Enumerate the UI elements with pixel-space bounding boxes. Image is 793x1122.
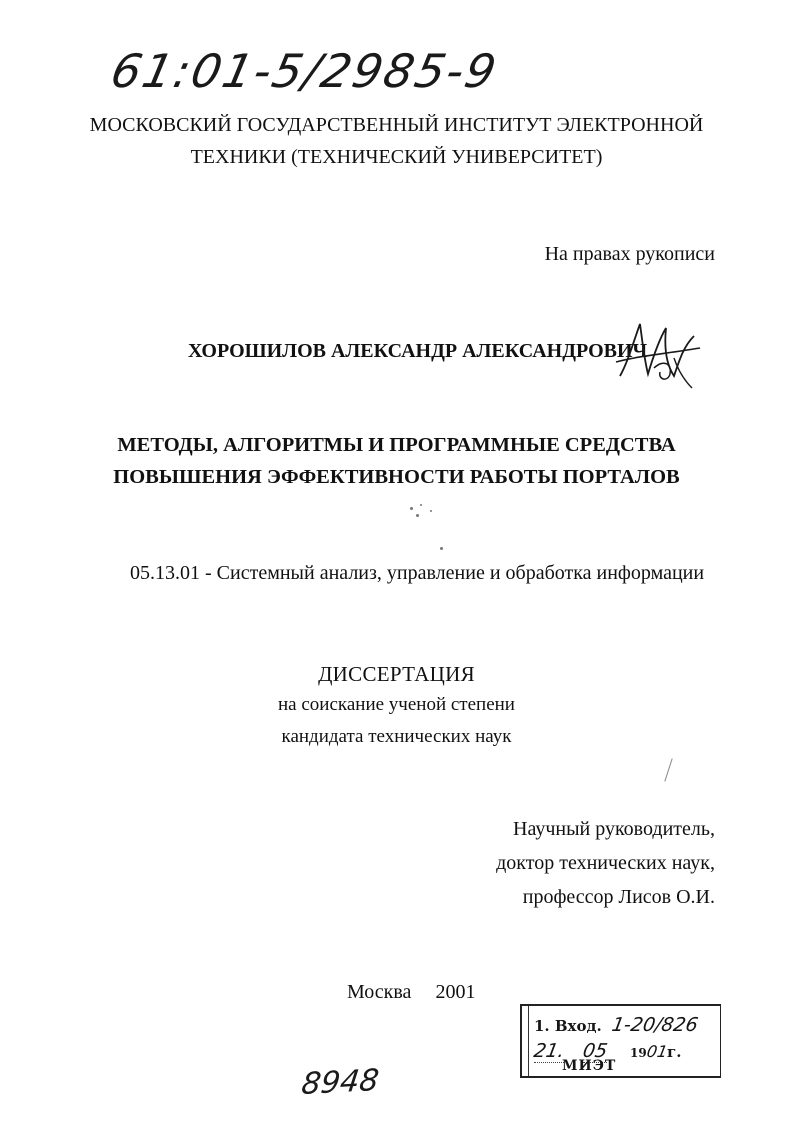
stamp-border [528, 1006, 529, 1076]
supervisor-role: Научный руководитель, [513, 818, 715, 840]
stamp-organization: МИЭТ [562, 1058, 617, 1074]
scan-speck [430, 510, 432, 512]
stamp-year-suffix: 01 [644, 1042, 669, 1061]
scan-speck [420, 504, 422, 506]
degree-line2: кандидата технических наук [281, 726, 512, 747]
stamp-year-unit: г. [667, 1043, 682, 1061]
stamp-label: 1. Вход. [534, 1017, 602, 1035]
specialty-code: 05.13.01 - Системный анализ, управление и обработка информации [130, 562, 705, 584]
year: 2001 [435, 981, 476, 1003]
city: Москва [347, 981, 412, 1003]
handwritten-call-number: 61:01-5/2985-9 [106, 44, 503, 98]
degree-line1: на соискание ученой степени [278, 694, 515, 715]
supervisor-name: профессор Лисов О.И. [522, 886, 715, 908]
rights-note: На правах рукописи [544, 243, 715, 265]
dissertation-title-line1: МЕТОДЫ, АЛГОРИТМЫ И ПРОГРАММНЫЕ СРЕДСТВА [117, 434, 676, 456]
registration-stamp [520, 1004, 721, 1078]
place-and-year [347, 981, 475, 1004]
supervisor-degree: доктор технических наук, [496, 852, 715, 874]
stamp-date-month: 05 [581, 1040, 610, 1062]
scan-mark [664, 758, 672, 781]
handwritten-inventory-number: 8948 [299, 1063, 381, 1102]
scan-speck [416, 514, 419, 517]
dissertation-label: ДИССЕРТАЦИЯ [318, 662, 475, 686]
stamp-entry-row [534, 1014, 698, 1036]
institute-name-line2: ТЕХНИКИ (ТЕХНИЧЕСКИЙ УНИВЕРСИТЕТ) [190, 146, 603, 168]
stamp-year-prefix: 19 [629, 1046, 647, 1060]
author-signature [614, 318, 704, 392]
institute-name-line1: МОСКОВСКИЙ ГОСУДАРСТВЕННЫЙ ИНСТИТУТ ЭЛЕКТРОННОЙ [89, 114, 704, 136]
author-name: ХОРОШИЛОВ АЛЕКСАНДР АЛЕКСАНДРОВИЧ [188, 340, 648, 362]
stamp-date-day: 21. [532, 1040, 567, 1062]
stamp-entry-number: 1-20/826 [609, 1014, 700, 1036]
scan-speck [410, 507, 413, 510]
scan-speck [440, 547, 443, 550]
dissertation-title-line2: ПОВЫШЕНИЯ ЭФФЕКТИВНОСТИ РАБОТЫ ПОРТАЛОВ [113, 466, 680, 488]
